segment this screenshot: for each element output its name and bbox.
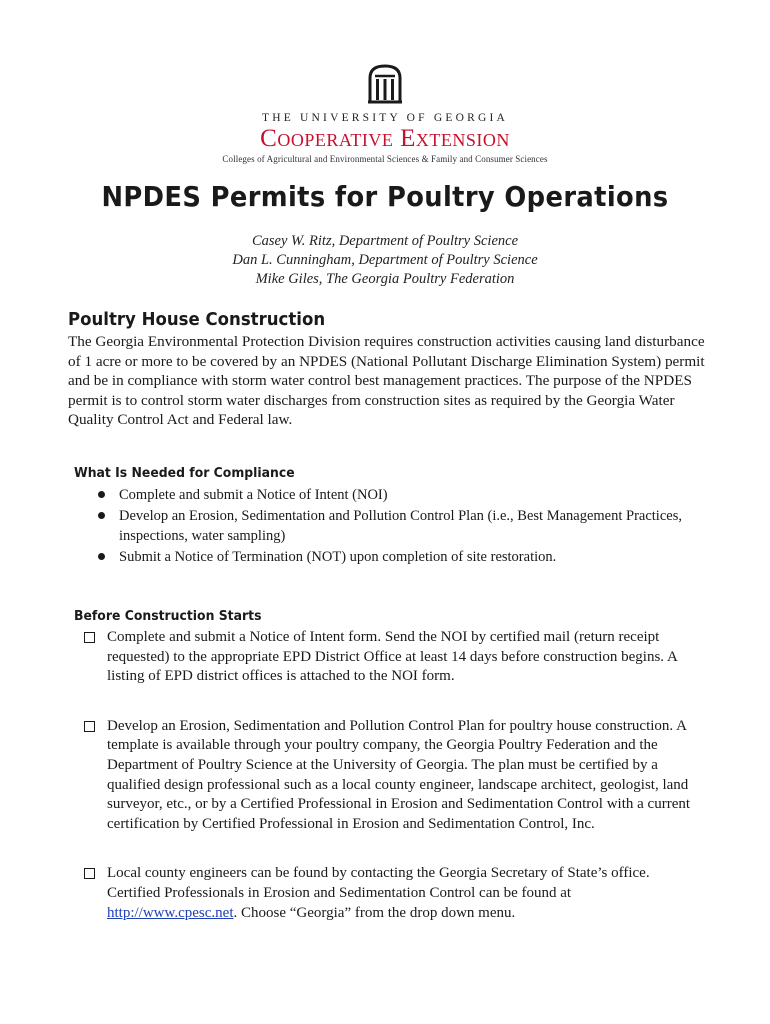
section-heading-construction: Poultry House Construction xyxy=(68,309,326,330)
bullet-icon xyxy=(98,512,105,519)
intro-text: The Georgia Environmental Protection Division requires construction activities causing land disturbance of 1 acre or more to be covered by an NPDES (National Pollutant Discharge Elimination System) permit and be in compliance with storm water control best management practices. The purpose of the NPDES permit is to control storm water discharges from construction sites as required by the Georgia Water Quality Control Act and Federal law. xyxy=(68,333,705,429)
list-item-text: Submit a Notice of Termination (NOT) upon completion of site restoration. xyxy=(119,549,557,565)
checklist-item-text: Develop an Erosion, Sedimentation and Pollution Control Plan for poultry house construction. A template is available through your poultry company, the Georgia Poultry Federation and the Department of Poultry Science at the University of Georgia. The plan must be certified by a qualified design professional such as a local county engineer, landscape architect, geologist, land surveyor, etc., or by a Certified Professional in Erosion and Sedimentation Control with a current certification by Certified Professional in Erosion and Sedimentation Control, Inc. xyxy=(107,717,691,832)
extension-name: Cooperative Extension xyxy=(260,125,510,152)
checklist-item xyxy=(84,864,704,923)
checklist-item-text-end: . Choose “Georgia” from the drop down menu. xyxy=(233,904,516,921)
colleges-line: Colleges of Agricultural and Environmental Sciences & Family and Consumer Sciences xyxy=(222,154,548,164)
list-item-text: Complete and submit a Notice of Intent (NOI) xyxy=(119,487,388,503)
list-item xyxy=(96,506,706,546)
list-item-text: Develop an Erosion, Sedimentation and Pollution Control Plan (i.e., Best Management Practices, inspections, water sampling) xyxy=(119,508,682,544)
checklist-item-text: Local county engineers can be found by contacting the Georgia Secretary of State’s office. Certified Professionals in Erosion and Sedimentation Control can be found at xyxy=(107,865,650,901)
list-item xyxy=(96,547,706,567)
page-title: NPDES Permits for Poultry Operations xyxy=(101,180,669,213)
checkbox-icon[interactable] xyxy=(84,632,95,643)
author-line: Dan L. Cunningham, Department of Poultry Science xyxy=(232,252,538,268)
header-logo-block xyxy=(0,62,770,164)
compliance-list xyxy=(96,485,706,568)
checklist-item-text: Complete and submit a Notice of Intent form. Send the NOI by certified mail (return receipt requested) to the appropriate EPD District Office at least 14 days before construction begins. A listing of EPD district offices is attached to the NOI form. xyxy=(107,629,677,685)
checkbox-icon[interactable] xyxy=(84,868,95,879)
author-line: Mike Giles, The Georgia Poultry Federation xyxy=(255,271,515,287)
section-heading-before-construction: Before Construction Starts xyxy=(74,608,262,624)
author-line: Casey W. Ritz, Department of Poultry Science xyxy=(251,233,519,249)
checklist-item xyxy=(84,717,704,835)
checkbox-icon[interactable] xyxy=(84,721,95,732)
cpesc-link[interactable]: http://www.cpesc.net xyxy=(107,904,234,921)
authors-block xyxy=(0,232,770,289)
bullet-icon xyxy=(98,553,105,560)
list-item xyxy=(96,485,706,505)
intro-paragraph xyxy=(68,332,708,430)
university-name: THE UNIVERSITY OF GEORGIA xyxy=(262,112,508,124)
bullet-icon xyxy=(98,491,105,498)
checklist-item xyxy=(84,628,704,687)
section-heading-compliance: What Is Needed for Compliance xyxy=(74,465,295,481)
before-construction-checklist xyxy=(84,628,704,923)
arch-icon xyxy=(366,62,404,106)
